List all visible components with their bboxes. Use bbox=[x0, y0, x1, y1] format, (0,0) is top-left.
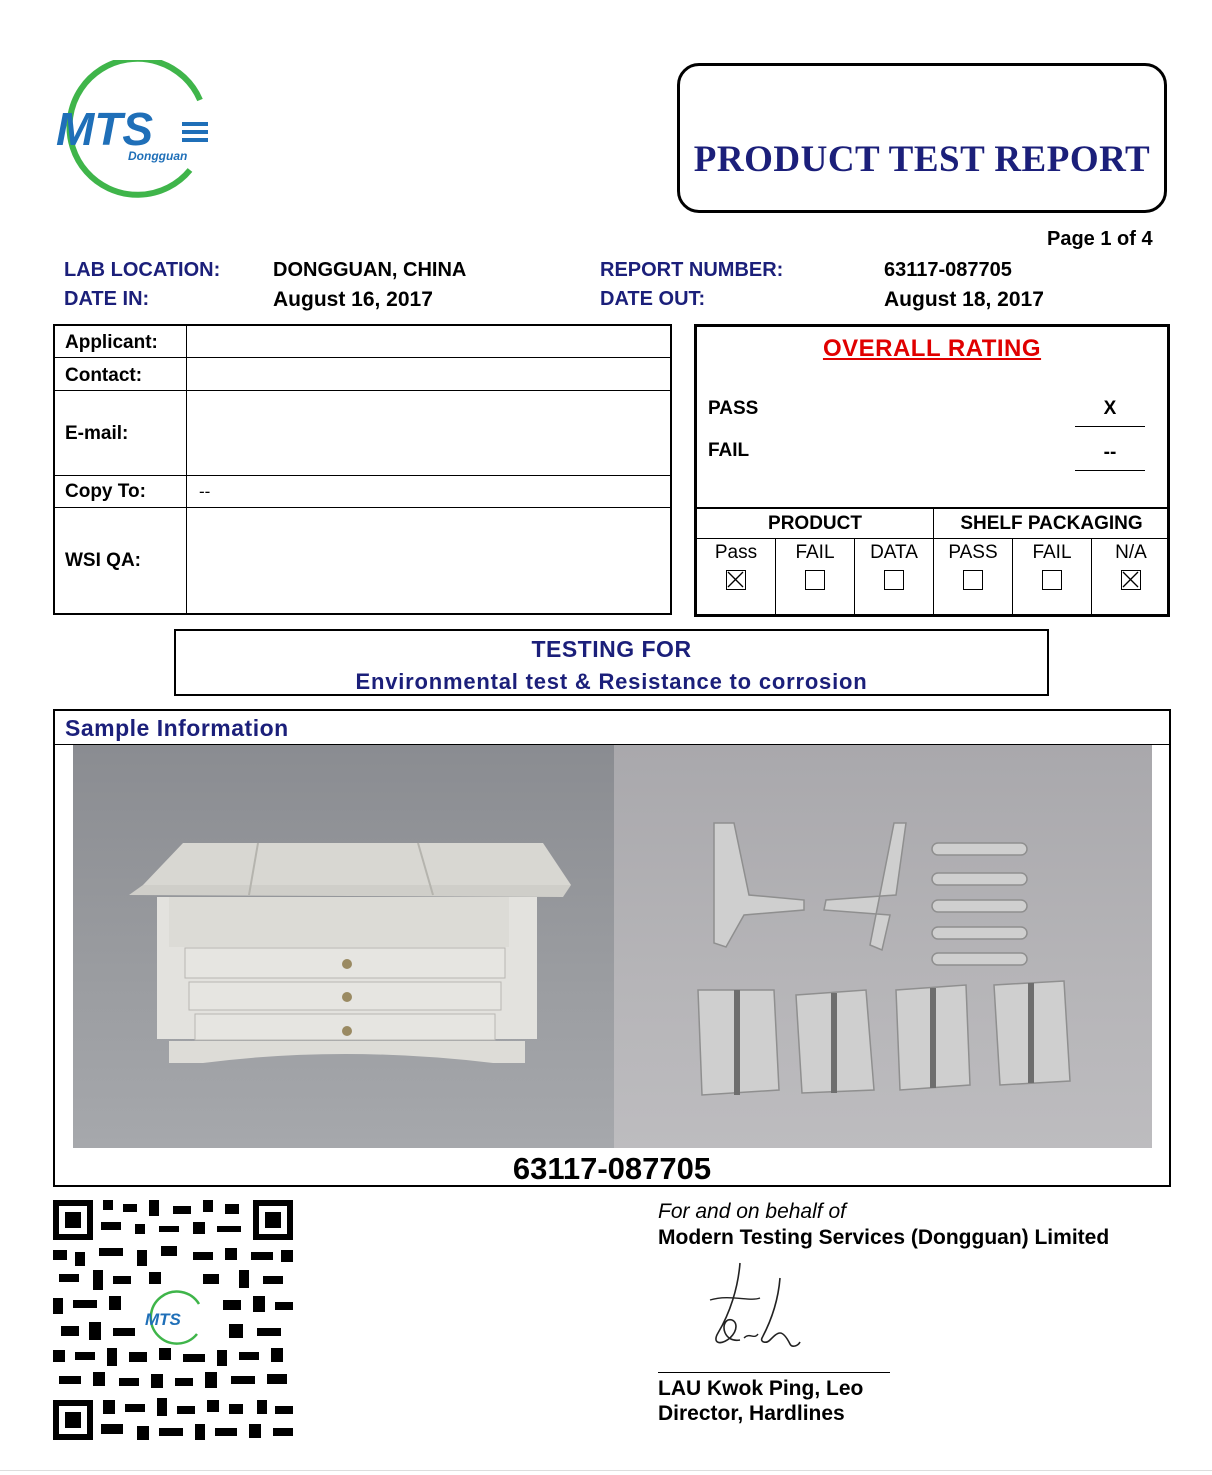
copy-to-label: Copy To: bbox=[65, 481, 146, 502]
logo-brand: MTS bbox=[56, 103, 154, 155]
date-out-value: August 18, 2017 bbox=[884, 288, 1044, 311]
logo-sub: Dongguan bbox=[128, 149, 188, 163]
signature-image bbox=[700, 1258, 820, 1358]
overall-rating-title: OVERALL RATING bbox=[822, 335, 1042, 362]
shelf-na-label: N/A bbox=[1115, 542, 1147, 563]
signer-name: LAU Kwok Ping, Leo bbox=[658, 1377, 864, 1400]
sample-photo-hinges bbox=[614, 745, 1152, 1148]
page-indicator: Page 1 of 4 bbox=[1047, 228, 1153, 250]
company-name: Modern Testing Services (Dongguan) Limited bbox=[658, 1226, 1110, 1249]
pass-mark: X bbox=[1075, 398, 1145, 427]
applicant-label: Applicant: bbox=[65, 332, 158, 353]
overall-rating-box bbox=[694, 324, 1170, 617]
wsi-qa-label: WSI QA: bbox=[65, 550, 141, 571]
on-behalf-of-text: For and on behalf of bbox=[658, 1200, 846, 1223]
sample-information-title: Sample Information bbox=[65, 715, 289, 741]
applicant-row bbox=[55, 326, 670, 358]
report-title-box bbox=[677, 63, 1167, 213]
testing-for-label: TESTING FOR bbox=[531, 636, 692, 662]
email-label: E-mail: bbox=[65, 423, 129, 444]
shelf-pass-checkbox[interactable] bbox=[963, 570, 983, 590]
sample-information-box bbox=[53, 709, 1171, 1187]
product-pass-label: Pass bbox=[714, 542, 758, 563]
qr-code[interactable] bbox=[53, 1200, 293, 1440]
sample-photo-jewelry-box bbox=[73, 745, 614, 1148]
report-title: PRODUCT TEST REPORT bbox=[693, 139, 1151, 180]
product-fail-checkbox[interactable] bbox=[805, 570, 825, 590]
testing-for-value: Environmental test & Resistance to corrosion bbox=[355, 669, 868, 694]
wsi-qa-row bbox=[55, 509, 670, 613]
shelf-na-checkbox[interactable] bbox=[1121, 570, 1141, 590]
product-header: PRODUCT bbox=[768, 513, 862, 534]
lab-location-label: LAB LOCATION: bbox=[64, 259, 221, 281]
product-data-label: DATA bbox=[870, 542, 918, 563]
shelf-pass-label: PASS bbox=[948, 542, 998, 563]
email-row bbox=[55, 392, 670, 476]
signature-line bbox=[658, 1372, 890, 1373]
product-pass-checkbox[interactable] bbox=[726, 570, 746, 590]
sample-number: 63117-087705 bbox=[512, 1151, 712, 1186]
page-bottom-rule bbox=[0, 1470, 1212, 1471]
product-data-checkbox[interactable] bbox=[884, 570, 904, 590]
contact-label: Contact: bbox=[65, 365, 143, 386]
contact-row bbox=[55, 359, 670, 391]
signer-title: Director, Hardlines bbox=[658, 1402, 845, 1425]
product-fail-label: FAIL bbox=[795, 542, 835, 563]
fail-label: FAIL bbox=[708, 440, 750, 461]
report-number-value: 63117-087705 bbox=[884, 259, 1012, 281]
svg-text:MTS: MTS bbox=[145, 1310, 181, 1329]
lab-location-value: DONGGUAN, CHINA bbox=[273, 259, 467, 281]
testing-for-box bbox=[174, 629, 1049, 696]
applicant-table bbox=[53, 324, 672, 615]
shelf-fail-checkbox[interactable] bbox=[1042, 570, 1062, 590]
date-in-label: DATE IN: bbox=[64, 288, 150, 310]
date-out-label: DATE OUT: bbox=[600, 288, 706, 310]
pass-label: PASS bbox=[708, 398, 759, 419]
shelf-fail-label: FAIL bbox=[1032, 542, 1072, 563]
mts-logo bbox=[50, 60, 220, 200]
fail-mark: -- bbox=[1075, 442, 1145, 471]
copy-to-value: -- bbox=[199, 482, 211, 501]
shelf-packaging-header: SHELF PACKAGING bbox=[960, 513, 1143, 534]
copy-to-row bbox=[55, 477, 670, 508]
date-in-value: August 16, 2017 bbox=[273, 288, 433, 311]
report-number-label: REPORT NUMBER: bbox=[600, 259, 784, 281]
